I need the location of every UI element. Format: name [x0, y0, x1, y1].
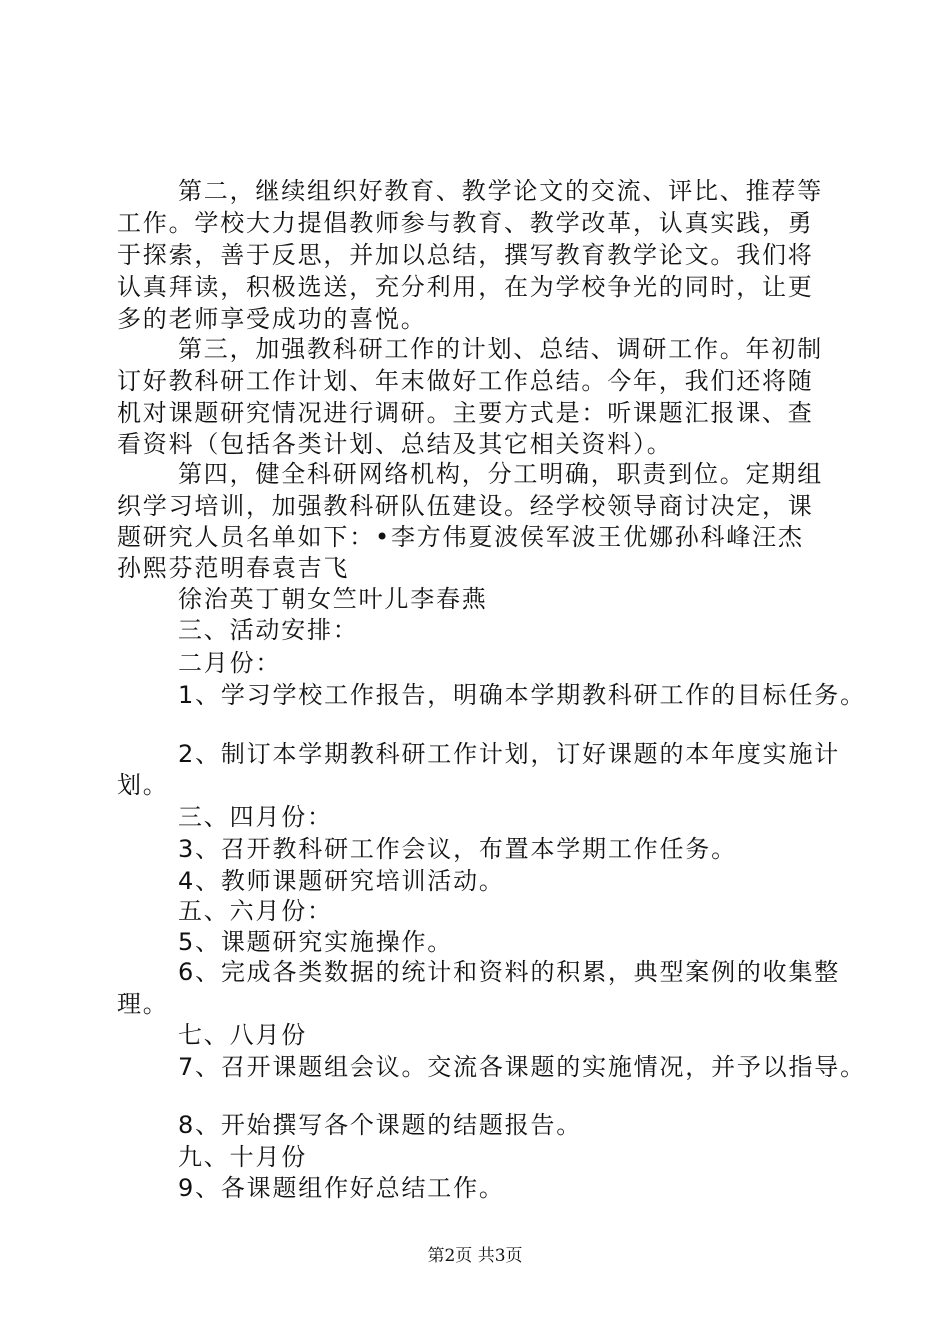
list-item: 1、学习学校工作报告，明确本学期教科研工作的目标任务。	[178, 681, 866, 709]
paragraph-line: 机对课题研究情况进行调研。主要方式是：听课题汇报课、查	[117, 399, 814, 427]
month-heading: 七、八月份	[178, 1021, 307, 1049]
list-item: 2、制订本学期教科研工作计划，订好课题的本年度实施计	[178, 740, 841, 768]
list-item: 6、完成各类数据的统计和资料的积累，典型案例的收集整	[178, 958, 841, 986]
paragraph-line: 认真拜读，积极选送，充分利用，在为学校争光的同时，让更	[117, 273, 814, 301]
list-item: 9、各课题组作好总结工作。	[178, 1174, 505, 1202]
paragraph-line: 第二，继续组织好教育、教学论文的交流、评比、推荐等	[178, 177, 823, 205]
paragraph-line: 孙熙芬范明春袁吉飞	[117, 554, 350, 582]
paragraph-line: 第四，健全科研网络机构，分工明确，职责到位。定期组	[178, 460, 823, 488]
month-heading: 五、六月份：	[178, 897, 333, 925]
month-heading: 二月份：	[178, 649, 282, 677]
list-item-continued: 理。	[117, 990, 169, 1018]
paragraph-line: 于探索，善于反思，并加以总结，撰写教育教学论文。我们将	[117, 241, 814, 269]
paragraph-line: 工作。学校大力提倡教师参与教育、教学改革，认真实践，勇	[117, 209, 814, 237]
paragraph-line: 题研究人员名单如下：•李方伟夏波侯军波王优娜孙科峰汪杰	[117, 523, 804, 551]
paragraph-line: 织学习培训，加强教科研队伍建设。经学校领导商讨决定，课	[117, 492, 814, 520]
paragraph-line: 看资料（包括各类计划、总结及其它相关资料）。	[117, 430, 673, 458]
section-heading: 三、活动安排：	[178, 616, 359, 644]
list-item: 4、教师课题研究培训活动。	[178, 867, 505, 895]
paragraph-line: 第三，加强教科研工作的计划、总结、调研工作。年初制	[178, 335, 823, 363]
paragraph-line: 徐治英丁朝女竺叶儿李春燕	[178, 585, 488, 613]
page-number-footer: 第2页 共3页	[427, 1246, 523, 1266]
list-item: 8、开始撰写各个课题的结题报告。	[178, 1111, 583, 1139]
list-item: 5、课题研究实施操作。	[178, 928, 454, 956]
month-heading: 九、十月份	[178, 1143, 307, 1171]
list-item: 3、召开教科研工作会议，布置本学期工作任务。	[178, 835, 737, 863]
list-item-continued: 划。	[117, 771, 169, 799]
month-heading: 三、四月份：	[178, 803, 333, 831]
list-item: 7、召开课题组会议。交流各课题的实施情况，并予以指导。	[178, 1053, 866, 1081]
paragraph-line: 订好教科研工作计划、年末做好工作总结。今年，我们还将随	[117, 367, 814, 395]
paragraph-line: 多的老师享受成功的喜悦。	[117, 305, 427, 333]
